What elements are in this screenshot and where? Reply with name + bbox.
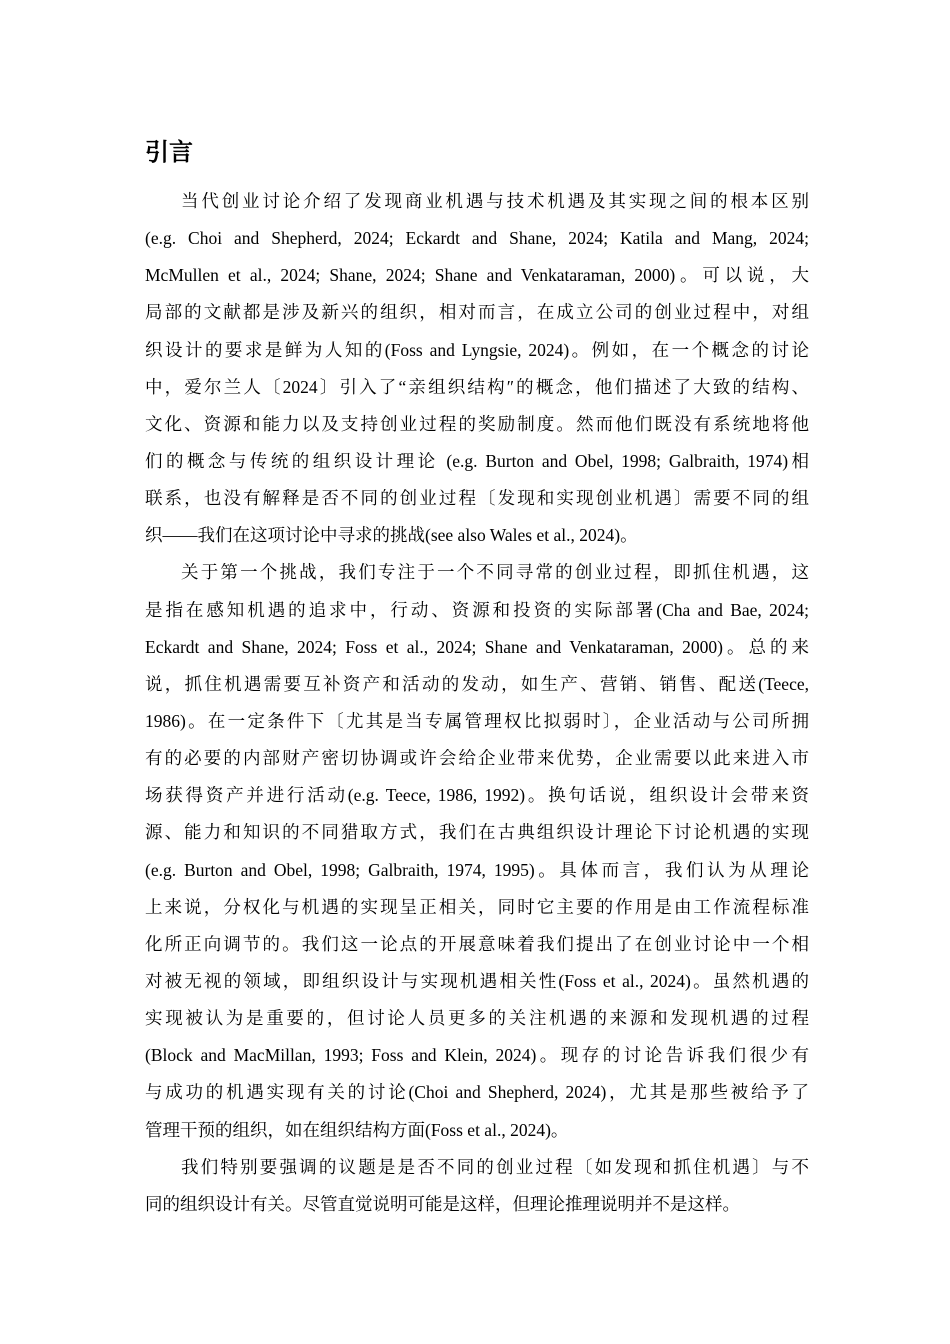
paragraph-line: 们的概念与传统的组织设计理论 (e.g. Burton and Obel, 1998; Galbraith, 1974)相 <box>145 450 809 471</box>
paragraph-line: (e.g. Burton and Obel, 1998; Galbraith, 1974, 1995)。具体而言，我们认为从理论 <box>145 859 809 880</box>
paragraph-line: 织——我们在这项讨论中寻求的挑战(see also Wales et al., 2024)。 <box>145 525 638 546</box>
paragraph-line: 我们特别要强调的议题是是否不同的创业过程〔如发现和抓住机遇〕与不 <box>181 1156 809 1177</box>
body-text <box>145 183 809 1223</box>
paragraph-line: 同的组织设计有关。尽管直觉说明可能是这样，但理论推理说明并不是这样。 <box>145 1193 740 1214</box>
paragraph-line: 中，爱尔兰人〔2024〕引入了“亲组织结构″的概念，他们描述了大致的结构、 <box>145 376 809 397</box>
paragraph-line: 源、能力和知识的不同猎取方式，我们在古典组织设计理论下讨论机遇的实现 <box>145 822 809 843</box>
paragraph-line: 说，抓住机遇需要互补资产和活动的发动，如生产、营销、销售、配送(Teece, <box>145 673 809 694</box>
paragraph-line: (Block and MacMillan, 1993; Foss and Klein, 2024)。现存的讨论告诉我们很少有 <box>145 1045 809 1066</box>
section-heading: 引言 <box>145 138 193 166</box>
paragraph-line: 对被无视的领域，即组织设计与实现机遇相关性(Foss et al., 2024)。虽然机遇的 <box>145 970 809 991</box>
paragraph-line: 有的必要的内部财产密切协调或许会给企业带来优势，企业需要以此来进入市 <box>145 748 809 769</box>
paragraph-line: 实现被认为是重要的，但讨论人员更多的关注机遇的来源和发现机遇的过程 <box>145 1008 809 1029</box>
paragraph-line: 化所正向调节的。我们这一论点的开展意味着我们提出了在创业讨论中一个相 <box>145 933 809 954</box>
paragraph-line: 场获得资产并进行活动(e.g. Teece, 1986, 1992)。换句话说，组织设计会带来资 <box>145 785 809 806</box>
paragraph-line: 当代创业讨论介绍了发现商业机遇与技术机遇及其实现之间的根本区别 <box>181 191 809 211</box>
paragraph-line: 管理干预的组织，如在组织结构方面(Foss et al., 2024)。 <box>145 1119 569 1140</box>
paragraph-line: 上来说，分权化与机遇的实现呈正相关，同时它主要的作用是由工作流程标准 <box>145 896 809 917</box>
paragraph <box>145 554 809 1148</box>
paragraph-line: 织设计的要求是鲜为人知的(Foss and Lyngsie, 2024)。例如，在一个概念的讨论 <box>145 339 809 360</box>
paragraph-line: McMullen et al., 2024; Shane, 2024; Shane and Venkataraman, 2000)。可以说，大 <box>145 265 809 286</box>
paragraph-line: Eckardt and Shane, 2024; Foss et al., 2024; Shane and Venkataraman, 2000)。总的来 <box>145 636 809 657</box>
paragraph-line: 文化、资源和能力以及支持创业过程的奖励制度。然而他们既没有系统地将他 <box>145 413 809 434</box>
paragraph <box>145 1149 809 1223</box>
paragraph-line: 联系，也没有解释是否不同的创业过程〔发现和实现创业机遇〕需要不同的组 <box>145 488 809 509</box>
paragraph-line: 是指在感知机遇的追求中，行动、资源和投资的实际部署(Cha and Bae, 2024; <box>145 599 809 620</box>
paragraph-line: 关于第一个挑战，我们专注于一个不同寻常的创业过程，即抓住机遇，这 <box>181 562 809 583</box>
paragraph-line: (e.g. Choi and Shepherd, 2024; Eckardt and Shane, 2024; Katila and Mang, 2024; <box>145 228 809 249</box>
paragraph-line: 与成功的机遇实现有关的讨论(Choi and Shepherd, 2024)，尤其是那些被给予了 <box>145 1082 809 1103</box>
paragraph <box>145 183 809 554</box>
paragraph-line: 1986)。在一定条件下〔尤其是当专属管理权比拟弱时〕，企业活动与公司所拥 <box>145 710 809 731</box>
paragraph-line: 局部的文献都是涉及新兴的组织，相对而言，在成立公司的创业过程中，对组 <box>145 302 809 323</box>
